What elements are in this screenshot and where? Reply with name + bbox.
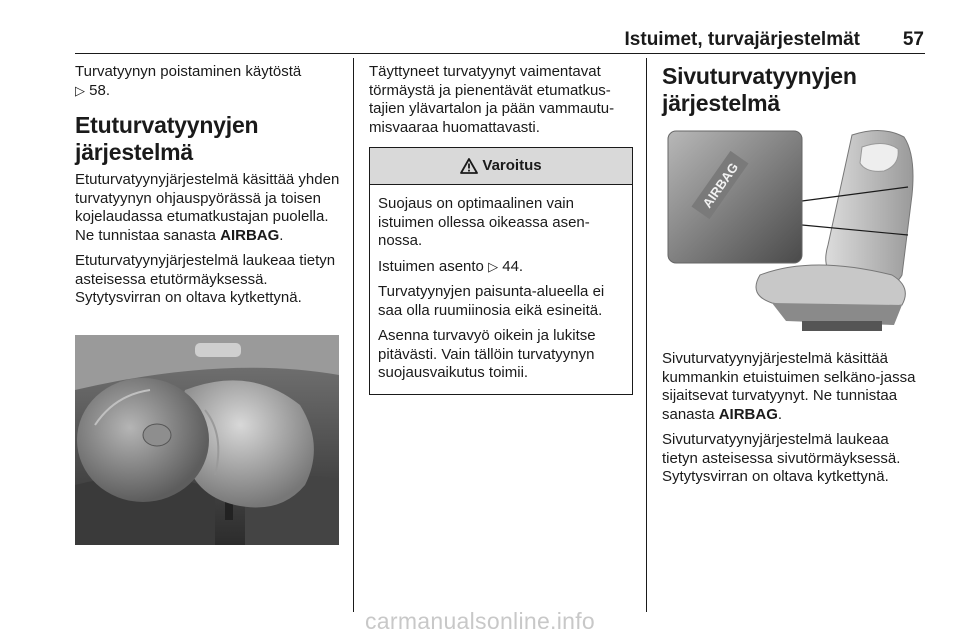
- side-airbag-heading-line1: Sivuturvatyynyjen: [662, 63, 857, 89]
- column-3: [662, 63, 926, 122]
- warning-p3: Turvatyynyjen paisunta-alueella ei saa olla ruumiinosia eikä esineitä.: [378, 283, 605, 319]
- page-ref-icon: ▷: [488, 258, 499, 274]
- side-airbag-desc-text: Sivuturvatyynyjärjestelmä käsittää kummankin etuistuimen selkäno-jassa sijaitsevat turvatyynyt. Ne tunnistaa sanasta: [662, 350, 916, 423]
- airbag-tag-label: AIRBAG: [699, 159, 742, 211]
- side-airbag-heading: [662, 63, 926, 117]
- column-divider-1: [353, 58, 354, 612]
- front-airbag-heading-line2: järjestelmä: [75, 139, 193, 165]
- column-1: [75, 63, 343, 315]
- side-airbag-trigger: Sivuturvatyynyjärjestelmä laukeaa tietyn asteisessa sivutörmäyksessä. Sytytysvirran on oltava kytkettynä.: [662, 431, 901, 485]
- intro-paragraph: [75, 63, 343, 100]
- header-rule: [75, 53, 925, 54]
- warning-box: [369, 147, 633, 395]
- side-airbag-illustration: [662, 125, 926, 340]
- page-ref-icon: ▷: [75, 82, 85, 98]
- warning-p2: [378, 258, 626, 277]
- page-header-title: Istuimet, turvajärjestelmät: [624, 29, 860, 50]
- column-3-text: [662, 350, 926, 494]
- front-airbag-keyword: AIRBAG: [220, 226, 280, 244]
- column-divider-2: [646, 58, 647, 612]
- front-airbag-heading-line1: Etuturvatyynyjen: [75, 112, 259, 138]
- warning-p2-text: Istuimen asento: [378, 257, 484, 275]
- warning-p4: Asenna turvavyö oikein ja lukitse pitävästi. Vain tällöin turvatyynyn suojausvaikutus toimii.: [378, 327, 596, 381]
- front-airbag-desc: Etuturvatyynyjärjestelmä käsittää yhden turvatyynyn ohjauspyörässä ja toisen kojelaudassa etumatkustajan puolella. Ne tunnistaa sanasta AIRBAG.: [75, 171, 340, 244]
- front-airbag-heading: [75, 112, 343, 166]
- side-airbag-keyword: AIRBAG: [718, 405, 778, 423]
- intro-ref[interactable]: 58.: [89, 81, 111, 99]
- warning-p2-ref[interactable]: 44.: [502, 257, 524, 275]
- column-2: [369, 63, 633, 395]
- intro-text: Turvatyynyn poistaminen käytöstä: [75, 63, 302, 80]
- side-airbag-heading-line2: järjestelmä: [662, 90, 780, 116]
- warning-title: Varoitus: [482, 156, 542, 174]
- warning-body: [370, 185, 632, 394]
- warning-p1: Suojaus on optimaalinen vain istuimen ollessa oikeassa asen-nossa.: [378, 195, 590, 249]
- front-airbag-trigger: Etuturvatyynyjärjestelmä laukeaa tietyn asteisessa etutörmäyksessä. Sytytysvirran on oltava kytkettynä.: [75, 252, 336, 306]
- front-airbag-desc-text: Etuturvatyynyjärjestelmä käsittää yhden turvatyynyn ohjauspyörässä ja toisen kojelaudassa etumatkustajan puolella. Ne tunnistaa sanasta: [75, 171, 340, 244]
- front-airbag-illustration: [75, 335, 339, 545]
- airbag-benefit-text: Täyttyneet turvatyynyt vaimentavat törmäystä ja pienentävät etumatkus-tajien ylävartalon ja pään vammautu-misvaaraa huomattavasti.: [369, 63, 615, 136]
- page-number: 57: [902, 29, 924, 50]
- watermark: carmanualsonline.info: [364, 608, 596, 634]
- side-airbag-desc: Sivuturvatyynyjärjestelmä käsittää kummankin etuistuimen selkäno-jassa sijaitsevat turvatyynyt. Ne tunnistaa sanasta AIRBAG.: [662, 350, 916, 423]
- warning-header: [370, 148, 632, 185]
- warning-icon: [460, 158, 478, 174]
